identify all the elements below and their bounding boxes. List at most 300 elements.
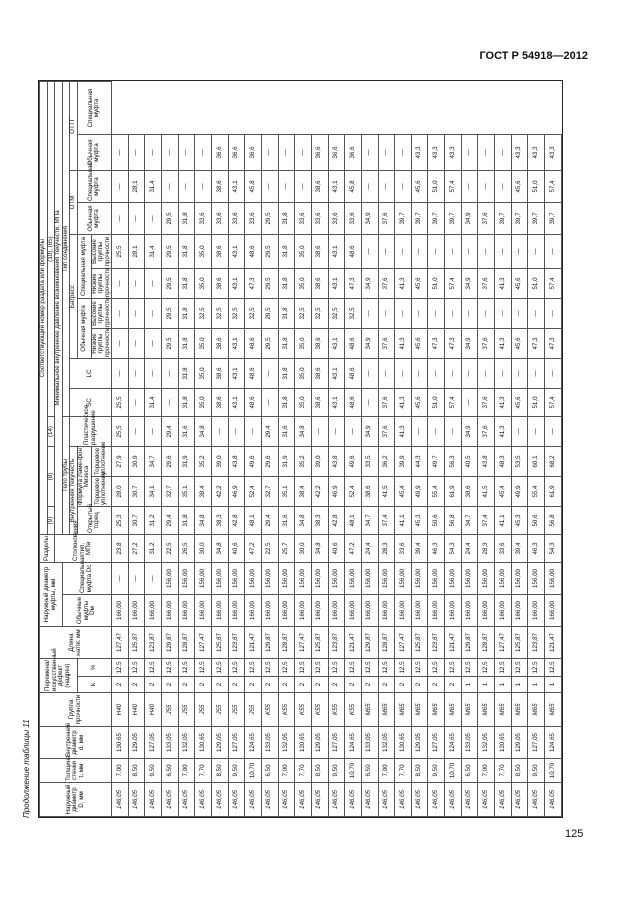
- table-cell: 42,2: [311, 477, 328, 507]
- table-cell: 28,1: [128, 235, 145, 269]
- table-row: [478, 82, 495, 817]
- col-header-buttress: Батресс: [70, 235, 78, 359]
- table-cell: 37,4: [478, 507, 495, 535]
- table-cell: 45,6: [511, 329, 528, 359]
- table-cell: 166,00: [278, 595, 295, 627]
- col-header-bt-special-high: Высокие группы прочности: [91, 235, 112, 269]
- table-cell: 34,9: [461, 203, 478, 235]
- table-cell: —: [361, 135, 378, 171]
- table-row: [178, 82, 195, 817]
- table-cell: 39,0: [211, 447, 228, 477]
- table-cell: 156,00: [228, 563, 245, 595]
- table-cell: 51,0: [528, 269, 545, 299]
- table-cell: 12,5: [545, 659, 562, 677]
- table-cell: 23,8: [112, 535, 129, 563]
- table-cell: 35,0: [195, 235, 212, 269]
- table-cell: 128,87: [378, 627, 395, 659]
- table-cell: 166,00: [395, 595, 412, 627]
- table-cell: —: [361, 299, 378, 329]
- table-cell: J55: [228, 693, 245, 727]
- table-cell: —: [245, 417, 262, 447]
- table-cell: 35,0: [295, 269, 312, 299]
- table-cell: 2: [445, 677, 462, 693]
- col-header-lc: LC: [70, 359, 112, 389]
- table-row: [211, 82, 228, 817]
- table-cell: M65: [445, 693, 462, 727]
- table-cell: 156,00: [495, 563, 512, 595]
- table-cell: 128,87: [178, 627, 195, 659]
- table-cell: 2: [178, 677, 195, 693]
- table-cell: 33,6: [295, 203, 312, 235]
- table-cell: 25,7: [278, 535, 295, 563]
- table-cell: 35,0: [295, 359, 312, 389]
- table-cell: —: [395, 135, 412, 171]
- table-cell: —: [361, 171, 378, 203]
- table-cell: 34,7: [461, 507, 478, 535]
- table-cell: 31,8: [178, 235, 195, 269]
- table-cell: 129,05: [511, 727, 528, 759]
- table-row: [228, 82, 245, 817]
- table-cell: 56,8: [545, 507, 562, 535]
- table-cell: —: [145, 135, 162, 171]
- table-cell: 43,3: [411, 135, 428, 171]
- table-cell: 146,05: [345, 783, 362, 817]
- table-cell: —: [378, 171, 395, 203]
- table-cell: 45,8: [345, 171, 362, 203]
- table-cell: 47,2: [345, 535, 362, 563]
- table-cell: 124,65: [245, 727, 262, 759]
- table-cell: 127,05: [228, 727, 245, 759]
- table-cell: 48,6: [345, 329, 362, 359]
- table-cell: —: [145, 563, 162, 595]
- table-cell: 56,3: [445, 447, 462, 477]
- table-cell: 37,6: [378, 329, 395, 359]
- table-cell: 38,6: [461, 477, 478, 507]
- table-cell: 166,00: [261, 595, 278, 627]
- table-cell: K55: [345, 693, 362, 727]
- col-header-internal-yield: Внутренняя текучесть: [70, 447, 78, 535]
- table-cell: 166,00: [478, 595, 495, 627]
- table-cell: 42,2: [211, 477, 228, 507]
- table-cell: 34,7: [361, 507, 378, 535]
- table-cell: 34,8: [295, 507, 312, 535]
- table-cell: K55: [311, 693, 328, 727]
- table-cell: 31,8: [278, 389, 295, 417]
- table-cell: —: [445, 299, 462, 329]
- table-cell: 166,00: [411, 595, 428, 627]
- table-cell: 34,9: [361, 329, 378, 359]
- table-row: [278, 82, 295, 817]
- table-cell: M65: [495, 693, 512, 727]
- table-cell: —: [461, 135, 478, 171]
- table-cell: 28,3: [478, 535, 495, 563]
- table-cell: 57,4: [545, 389, 562, 417]
- table-cell: 43,3: [445, 135, 462, 171]
- table-cell: M65: [428, 693, 445, 727]
- table-cell: —: [128, 203, 145, 235]
- table-cell: —: [495, 171, 512, 203]
- table-cell: 29,6: [261, 447, 278, 477]
- table-cell: 35,1: [278, 477, 295, 507]
- table-cell: —: [361, 389, 378, 417]
- table-cell: 41,3: [495, 329, 512, 359]
- table-cell: 32,5: [295, 299, 312, 329]
- table-cell: 31,4: [145, 235, 162, 269]
- table-cell: 129,05: [211, 727, 228, 759]
- table-cell: 146,05: [461, 783, 478, 817]
- table-cell: M65: [395, 693, 412, 727]
- standard-number: ГОСТ Р 54918—2012: [479, 50, 588, 62]
- col-header-ottg: ОТТГ: [70, 82, 78, 171]
- table-cell: 129,87: [461, 627, 478, 659]
- table-cell: 146,05: [528, 783, 545, 817]
- table-cell: —: [478, 135, 495, 171]
- table-cell: 43,1: [228, 359, 245, 389]
- table-cell: —: [378, 359, 395, 389]
- table-cell: —: [195, 171, 212, 203]
- table-cell: 133,05: [261, 727, 278, 759]
- table-cell: 156,00: [445, 563, 462, 595]
- table-cell: 32,5: [328, 299, 345, 329]
- table-cell: 156,00: [311, 563, 328, 595]
- table-cell: 43,8: [228, 447, 245, 477]
- rotated-table-block: [22, 78, 564, 818]
- table-cell: 31,8: [278, 235, 295, 269]
- table-cell: 35,0: [295, 235, 312, 269]
- table-cell: 1: [461, 677, 478, 693]
- table-row: [528, 82, 545, 817]
- table-cell: 129,05: [311, 727, 328, 759]
- table-cell: 48,6: [245, 359, 262, 389]
- table-cell: 156,00: [261, 563, 278, 595]
- table-cell: 45,4: [395, 477, 412, 507]
- table-cell: 125,87: [211, 627, 228, 659]
- col-header-ottg-usual: Обычная муфта: [77, 135, 112, 171]
- table-cell: 33,6: [395, 535, 412, 563]
- table-cell: 31,2: [145, 507, 162, 535]
- table-cell: 56,8: [445, 507, 462, 535]
- table-cell: 156,00: [545, 563, 562, 595]
- table-cell: 2: [411, 677, 428, 693]
- table-cell: —: [461, 359, 478, 389]
- table-cell: 37,6: [478, 269, 495, 299]
- table-cell: —: [511, 359, 528, 389]
- table-cell: 166,00: [328, 595, 345, 627]
- table-cell: 121,47: [245, 627, 262, 659]
- table-cell: 45,6: [411, 269, 428, 299]
- col-header-sc: SC: [70, 389, 112, 417]
- table-cell: 146,05: [261, 783, 278, 817]
- table-cell: —: [128, 299, 145, 329]
- table-cell: 22,5: [261, 535, 278, 563]
- table-cell: 53,5: [511, 447, 528, 477]
- table-cell: —: [128, 389, 145, 417]
- table-cell: 12,5: [195, 659, 212, 677]
- col-header-bt-special: Специальная муфта: [77, 235, 91, 299]
- table-cell: 12,5: [378, 659, 395, 677]
- table-cell: 127,05: [428, 727, 445, 759]
- table-cell: 39,0: [311, 447, 328, 477]
- table-cell: 10,70: [545, 759, 562, 783]
- table-cell: 130,65: [195, 727, 212, 759]
- table-cell: 31,8: [278, 329, 295, 359]
- table-cell: 8,50: [411, 759, 428, 783]
- table-cell: 47,2: [245, 535, 262, 563]
- table-cell: 38,6: [211, 329, 228, 359]
- table-cell: M65: [378, 693, 395, 727]
- table-cell: —: [295, 171, 312, 203]
- col-header-min-pressure: Минимальное внутреннее давление возникновения текучести, МПа: [55, 82, 63, 535]
- table-cell: 146,05: [428, 783, 445, 817]
- table-cell: —: [112, 329, 129, 359]
- table-cell: 6,50: [261, 759, 278, 783]
- table-cell: 9,50: [528, 759, 545, 783]
- table-cell: 156,00: [211, 563, 228, 595]
- table-cell: 34,7: [145, 447, 162, 477]
- table-cell: 48,6: [245, 389, 262, 417]
- table-cell: 2: [428, 677, 445, 693]
- table-cell: 166,00: [361, 595, 378, 627]
- table-cell: 129,87: [161, 627, 178, 659]
- table-cell: —: [461, 235, 478, 269]
- col-header-bt-usual-low: Низкие группы прочности: [90, 327, 111, 357]
- table-cell: 12,5: [211, 659, 228, 677]
- table-cell: 43,3: [511, 135, 528, 171]
- col-header-otm: ОТМ: [70, 171, 78, 235]
- table-cell: 31,8: [178, 269, 195, 299]
- table-cell: —: [178, 171, 195, 203]
- table-cell: K55: [328, 693, 345, 727]
- table-cell: 51,0: [528, 171, 545, 203]
- table-cell: 8,50: [211, 759, 228, 783]
- table-cell: 6,50: [361, 759, 378, 783]
- col-header-k-unit: %: [77, 659, 112, 677]
- table-cell: 54,3: [545, 535, 562, 563]
- table-cell: 29,5: [161, 329, 178, 359]
- table-cell: 29,5: [261, 329, 278, 359]
- table-cell: 30,7: [128, 507, 145, 535]
- col-header-pipe-body: Тело трубы: [62, 417, 70, 535]
- table-cell: 37,6: [478, 417, 495, 447]
- table-cell: J55: [211, 693, 228, 727]
- table-cell: 39,7: [495, 203, 512, 235]
- table-row: [195, 82, 212, 817]
- table-cell: —: [411, 299, 428, 329]
- table-cell: 2: [261, 677, 278, 693]
- table-cell: 38,4: [295, 477, 312, 507]
- table-cell: 31,6: [178, 417, 195, 447]
- table-cell: 29,5: [161, 299, 178, 329]
- table-cell: 25,3: [112, 507, 129, 535]
- table-cell: —: [328, 417, 345, 447]
- table-cell: 2: [228, 677, 245, 693]
- table-cell: 31,8: [178, 299, 195, 329]
- table-cell: 33,6: [211, 203, 228, 235]
- table-cell: 39,7: [411, 203, 428, 235]
- table-cell: —: [112, 269, 129, 299]
- table-row: [445, 82, 462, 817]
- table-cell: 12,5: [295, 659, 312, 677]
- table-cell: 146,05: [195, 783, 212, 817]
- table-cell: 146,05: [395, 783, 412, 817]
- table-cell: —: [495, 359, 512, 389]
- table-cell: 128,87: [278, 627, 295, 659]
- table-cell: 38,6: [211, 359, 228, 389]
- table-cell: 133,05: [361, 727, 378, 759]
- table-cell: —: [112, 299, 129, 329]
- page-number: 125: [565, 828, 584, 840]
- table-cell: —: [461, 171, 478, 203]
- table-cell: 28,1: [128, 171, 145, 203]
- table-cell: 43,1: [228, 389, 245, 417]
- table-cell: 43,1: [328, 389, 345, 417]
- col-header-strength-group: Группа прочности: [40, 693, 112, 727]
- table-cell: M65: [411, 693, 428, 727]
- table-cell: 31,8: [178, 203, 195, 235]
- table-cell: 123,87: [145, 627, 162, 659]
- table-cell: 34,8: [195, 507, 212, 535]
- table-cell: 36,6: [345, 135, 362, 171]
- table-cell: 31,2: [145, 535, 162, 563]
- table-cell: 34,8: [295, 417, 312, 447]
- table-cell: 9,50: [428, 759, 445, 783]
- table-cell: 35,1: [178, 477, 195, 507]
- table-cell: 35,0: [195, 359, 212, 389]
- table-cell: 31,8: [278, 359, 295, 389]
- table-cell: —: [128, 563, 145, 595]
- table-cell: 12,5: [278, 659, 295, 677]
- table-cell: 166,00: [228, 595, 245, 627]
- table-cell: 37,4: [378, 507, 395, 535]
- table-cell: 146,05: [112, 783, 129, 817]
- table-cell: J55: [195, 693, 212, 727]
- table-row: [428, 82, 445, 817]
- table-cell: 39,7: [445, 203, 462, 235]
- table-cell: 146,05: [211, 783, 228, 817]
- table-cell: 45,3: [511, 507, 528, 535]
- table-cell: 34,9: [361, 417, 378, 447]
- table-cell: 12,5: [528, 659, 545, 677]
- table-cell: 41,3: [495, 417, 512, 447]
- table-cell: 48,1: [345, 507, 362, 535]
- table-cell: —: [495, 299, 512, 329]
- table-cell: —: [161, 171, 178, 203]
- table-cell: 12,5: [495, 659, 512, 677]
- col-header-defect: Перемена/ искусственный дефект (надрез): [40, 659, 78, 693]
- table-cell: 156,00: [478, 563, 495, 595]
- table-cell: 31,8: [178, 507, 195, 535]
- table-cell: 127,47: [295, 627, 312, 659]
- col-header-otm-usual: Обычная муфта: [77, 203, 112, 235]
- table-cell: 12,5: [411, 659, 428, 677]
- table-cell: 45,3: [411, 507, 428, 535]
- table-cell: —: [128, 269, 145, 299]
- table-cell: 156,00: [428, 563, 445, 595]
- table-cell: 43,1: [228, 171, 245, 203]
- table-cell: 32,5: [345, 299, 362, 329]
- table-cell: K55: [278, 693, 295, 727]
- table-cell: 146,05: [161, 783, 178, 817]
- table-cell: 47,3: [528, 329, 545, 359]
- table-cell: 133,05: [161, 727, 178, 759]
- table-cell: 12,5: [261, 659, 278, 677]
- table-cell: 7,70: [195, 759, 212, 783]
- table-row: [245, 82, 262, 817]
- table-cell: 127,47: [195, 627, 212, 659]
- col-header-inner-diameter: Внутренний диаметр d, мм: [40, 727, 112, 759]
- table-cell: —: [461, 299, 478, 329]
- table-cell: 156,00: [378, 563, 395, 595]
- table-cell: H40: [145, 693, 162, 727]
- table-cell: —: [128, 329, 145, 359]
- table-cell: —: [345, 417, 362, 447]
- col-header-wall-thickness: Толщина стенки t, мм: [40, 759, 112, 783]
- table-cell: 29,4: [261, 417, 278, 447]
- table-cell: 41,3: [395, 329, 412, 359]
- table-cell: 41,3: [495, 389, 512, 417]
- col-header-bt-usual: Обычная муфта: [77, 299, 91, 359]
- table-cell: 43,1: [228, 329, 245, 359]
- table-cell: 43,1: [328, 235, 345, 269]
- table-cell: 37,6: [378, 269, 395, 299]
- table-cell: 1: [511, 677, 528, 693]
- table-cell: 47,3: [428, 329, 445, 359]
- table-cell: 132,05: [278, 727, 295, 759]
- table-cell: —: [478, 359, 495, 389]
- table-cell: 39,7: [428, 203, 445, 235]
- table-cell: 2: [112, 677, 129, 693]
- table-row: [295, 82, 312, 817]
- table-cell: 36,6: [211, 135, 228, 171]
- table-cell: 41,3: [395, 389, 412, 417]
- table-cell: 26,5: [178, 535, 195, 563]
- table-cell: 7,70: [395, 759, 412, 783]
- table-cell: —: [278, 135, 295, 171]
- table-cell: 37,6: [378, 203, 395, 235]
- table-cell: 43,3: [528, 135, 545, 171]
- table-cell: 2: [245, 677, 262, 693]
- table-cell: 29,5: [261, 235, 278, 269]
- table-cell: 125,87: [511, 627, 528, 659]
- table-cell: 34,9: [461, 417, 478, 447]
- table-cell: 130,65: [395, 727, 412, 759]
- table-cell: 166,00: [445, 595, 462, 627]
- col-header-ref-10-65: (10), (65): [47, 82, 55, 417]
- table-cell: —: [211, 417, 228, 447]
- table-cell: M65: [545, 693, 562, 727]
- table-cell: 12,5: [161, 659, 178, 677]
- table-cell: 12,5: [395, 659, 412, 677]
- col-header-sections: Разделы: [40, 535, 55, 563]
- table-cell: 38,6: [311, 235, 328, 269]
- table-cell: —: [311, 417, 328, 447]
- table-cell: 38,6: [361, 477, 378, 507]
- table-cell: 146,05: [445, 783, 462, 817]
- table-cell: 24,4: [461, 535, 478, 563]
- table-cell: 156,00: [178, 563, 195, 595]
- table-cell: 22,5: [161, 535, 178, 563]
- table-cell: 39,7: [528, 203, 545, 235]
- table-cell: 27,9: [112, 447, 129, 477]
- table-cell: —: [128, 359, 145, 389]
- table-cell: 32,5: [195, 299, 212, 329]
- table-cell: 2: [161, 677, 178, 693]
- table-cell: 43,1: [228, 235, 245, 269]
- table-cell: 2: [195, 677, 212, 693]
- table-cell: 36,2: [378, 447, 395, 477]
- table-cell: 41,3: [495, 269, 512, 299]
- table-cell: 35,0: [195, 389, 212, 417]
